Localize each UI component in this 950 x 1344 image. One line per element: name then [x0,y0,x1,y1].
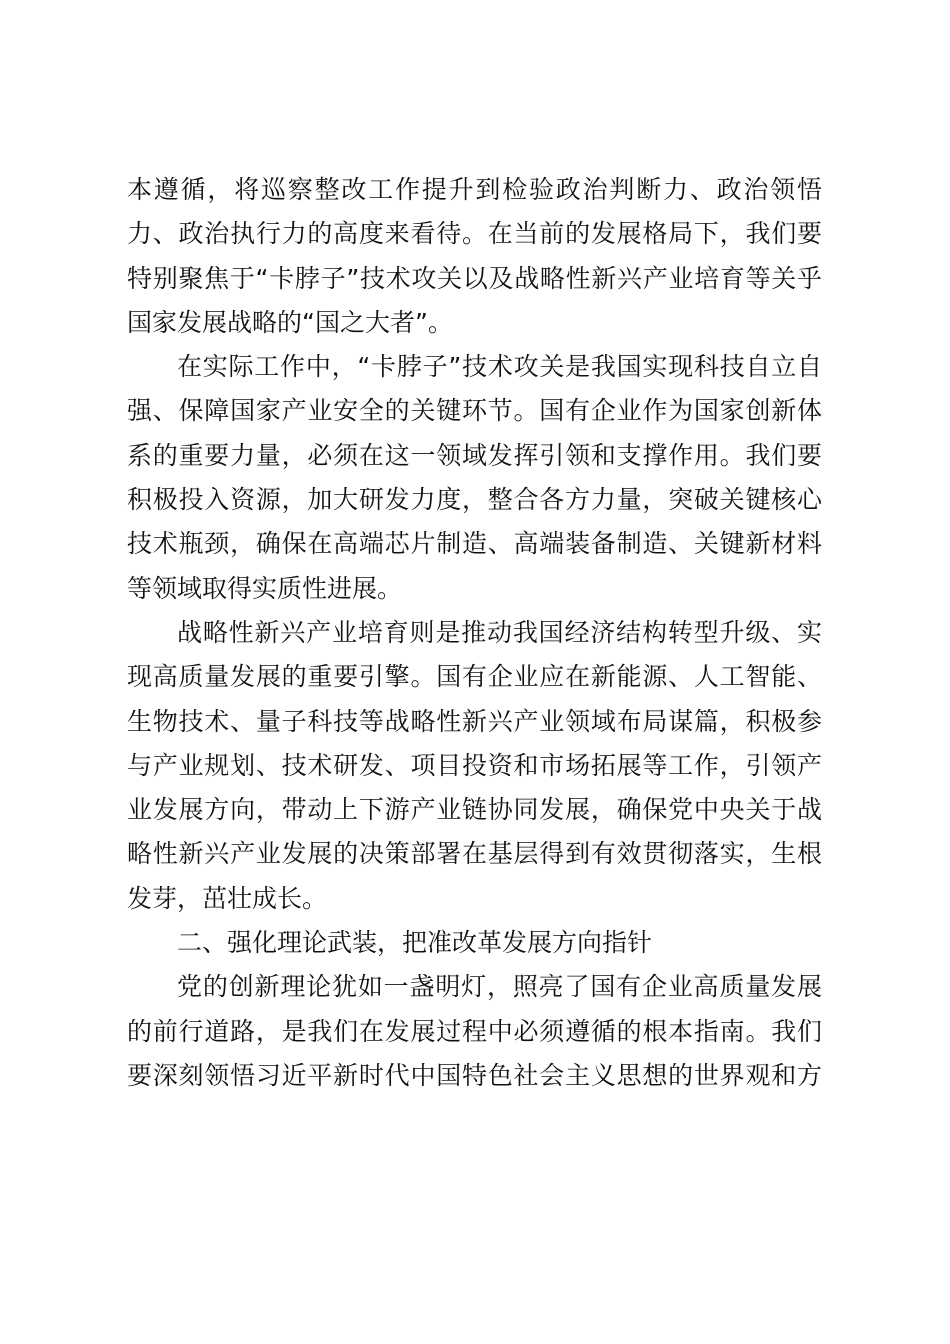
paragraph-emerging-industries [127,611,822,921]
text-line: 系的重要力量，必须在这一领域发挥引领和支撑作用。我们要 [127,440,822,470]
text-line: 战略性新兴产业培育则是推动我国经济结构转型升级、实 [177,617,822,647]
section-heading [127,921,822,965]
text-line: 在实际工作中，“卡脖子”技术攻关是我国实现科技自立自 [177,352,822,382]
text-line: 的前行道路，是我们在发展过程中必须遵循的根本指南。我们 [127,1016,822,1046]
text-line: 业发展方向，带动上下游产业链协同发展，确保党中央关于战 [127,795,822,825]
text-line: 党的创新理论犹如一盏明灯，照亮了国有企业高质量发展 [177,972,822,1002]
paragraph-continuation [127,168,822,345]
text-line: 特别聚焦于“卡脖子”技术攻关以及战略性新兴产业培育等关乎 [127,263,822,293]
text-line: 技术瓶颈，确保在高端芯片制造、高端装备制造、关键新材料 [127,529,822,559]
text-line: 积极投入资源，加大研发力度，整合各方力量，突破关键核心 [127,485,822,515]
text-line: 与产业规划、技术研发、项目投资和市场拓展等工作，引领产 [127,750,822,780]
text-line: 要深刻领悟习近平新时代中国特色社会主义思想的世界观和方 [127,1060,822,1090]
paragraph-key-technology [127,345,822,611]
document-body [127,168,822,1098]
text-line: 力、政治执行力的高度来看待。在当前的发展格局下，我们要 [127,219,822,249]
section-heading-text: 二、强化理论武装，把准改革发展方向指针 [177,928,653,958]
text-line: 略性新兴产业发展的决策部署在基层得到有效贯彻落实，生根 [127,839,822,869]
text-line: 现高质量发展的重要引擎。国有企业应在新能源、人工智能、 [127,662,822,692]
text-line: 等领域取得实质性进展。 [127,573,403,603]
text-line: 发芽，茁壮成长。 [127,883,328,913]
text-line: 强、保障国家产业安全的关键环节。国有企业作为国家创新体 [127,396,822,426]
text-line: 生物技术、量子科技等战略性新兴产业领域布局谋篇，积极参 [127,706,822,736]
paragraph-theory [127,965,822,1098]
text-line: 本遵循，将巡察整改工作提升到检验政治判断力、政治领悟 [127,175,822,204]
text-line: 国家发展战略的“国之大者”。 [127,307,453,337]
